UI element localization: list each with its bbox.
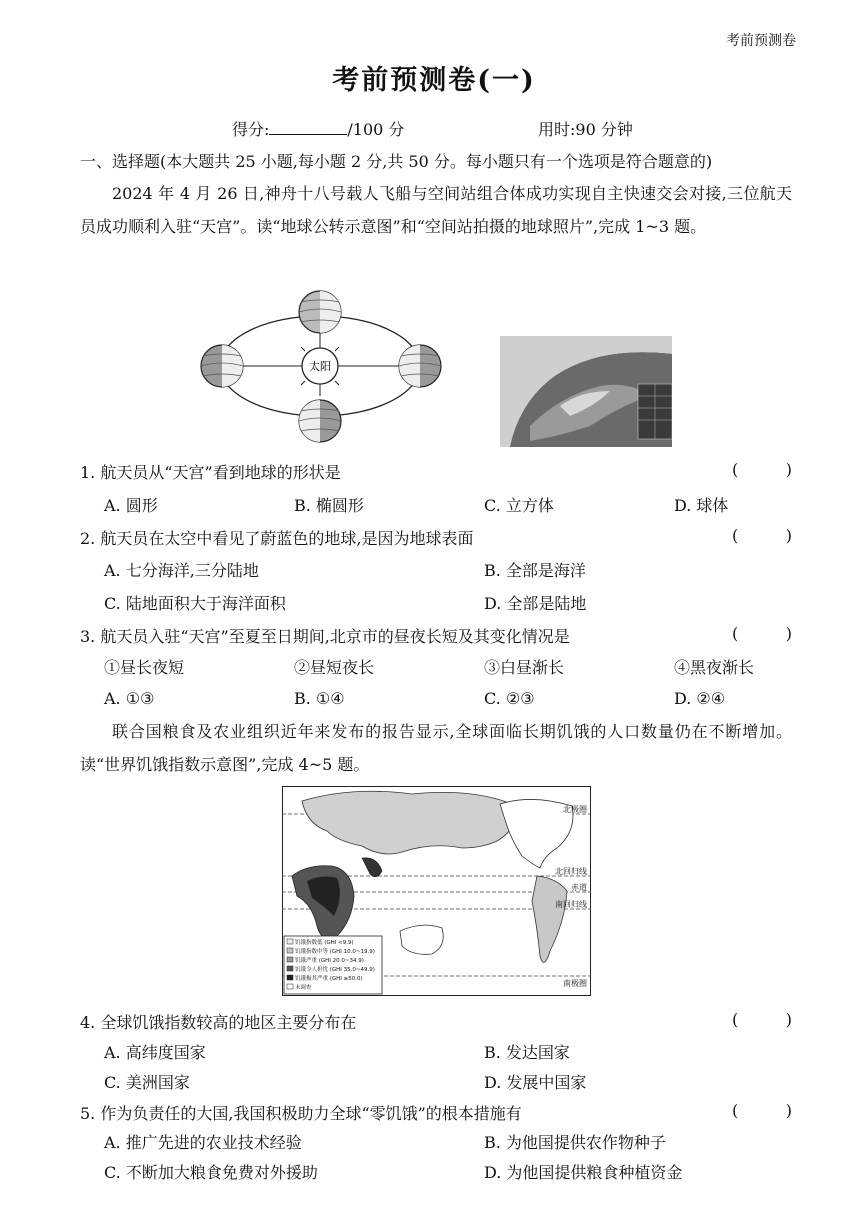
solar-panel [638, 384, 672, 439]
paren-close: ) [785, 624, 792, 643]
q1-options [104, 493, 792, 515]
option-c[interactable]: C. 立方体 [484, 496, 554, 515]
option-c[interactable]: C. ②③ [484, 689, 535, 708]
legend-item: 饥饿极其严重 (GHI ≥50.0) [295, 976, 363, 982]
legend-item: 饥饿严重 (GHI 20.0~34.9) [295, 958, 364, 964]
q4-options-row-1 [104, 1040, 792, 1062]
paren-open: ( [732, 624, 739, 643]
option-c[interactable]: C. 陆地面积大于海洋面积 [104, 594, 286, 613]
header-tag: 考前预测卷 [726, 33, 796, 49]
label-equator: 赤道 [571, 883, 587, 892]
paren-close: ) [785, 460, 792, 479]
statement-2: ②昼短夜长 [294, 658, 375, 677]
passage-1: 2024 年 4 月 26 日,神舟十八号载人飞船与空间站组合体成功实现自主快速交会对接,三位航天员成功顺利入驻“天宫”。读“地球公转示意图”和“空间站拍摄的地球照片”,完成 1~3 题。 [80, 184, 792, 236]
earth-globe-bottom [299, 400, 341, 442]
option-a[interactable]: A. 圆形 [104, 496, 158, 515]
passage-2: 联合国粮食及农业组织近年来发布的报告显示,全球面临长期饥饿的人口数量仍在不断增加。读“世界饥饿指数示意图”,完成 4~5 题。 [80, 722, 792, 774]
label-tropic-of-cancer: 北回归线 [555, 867, 587, 876]
option-b[interactable]: B. 全部是海洋 [484, 561, 586, 580]
statement-4: ④黑夜渐长 [674, 658, 755, 677]
option-a[interactable]: A. 高纬度国家 [104, 1043, 206, 1062]
q4-options-row-2 [104, 1070, 792, 1092]
option-a[interactable]: A. 七分海洋,三分陆地 [104, 561, 259, 580]
page-title: 考前预测卷(一) [332, 65, 536, 96]
option-d[interactable]: D. 发展中国家 [484, 1073, 587, 1092]
question-stem: 3. 航天员入驻“天宫”至夏至日期间,北京市的昼夜长短及其变化情况是 [80, 627, 570, 646]
statement-3: ③白昼渐长 [484, 658, 565, 677]
answer-blank[interactable] [732, 1010, 792, 1029]
legend-item: 未调查 [295, 985, 312, 991]
option-d[interactable]: D. 全部是陆地 [484, 594, 587, 613]
question-stem: 5. 作为负责任的大国,我国积极助力全球“零饥饿”的根本措施有 [80, 1104, 522, 1123]
question-stem: 2. 航天员在太空中看见了蔚蓝色的地球,是因为地球表面 [80, 529, 474, 548]
section-title: 一、选择题(本大题共 25 小题,每小题 2 分,共 50 分。每小题只有一个选项是符合题意的) [80, 152, 713, 171]
time-limit: 用时:90 分钟 [538, 120, 633, 139]
option-d[interactable]: D. 球体 [674, 496, 729, 515]
sun-label: 太阳 [309, 360, 331, 373]
paren-open: ( [732, 1101, 739, 1120]
option-d[interactable]: D. 为他国提供粮食种植资金 [484, 1163, 683, 1182]
legend-item: 饥饿令人担忧 (GHI 35.0~49.9) [295, 967, 375, 973]
statement-1: ①昼长夜短 [104, 658, 185, 677]
answer-blank[interactable] [732, 526, 792, 545]
question-4 [80, 1010, 792, 1033]
space-station-earth-photo [500, 336, 672, 447]
label-tropic-of-capricorn: 南回归线 [555, 900, 587, 909]
legend-item: 饥饿指数中等 (GHI 10.0~19.9) [295, 949, 375, 955]
q3-statements [104, 655, 792, 677]
map-legend [284, 936, 382, 994]
question-stem: 1. 航天员从“天宫”看到地球的形状是 [80, 463, 341, 482]
option-b[interactable]: B. 发达国家 [484, 1043, 570, 1062]
australia-landmass [400, 925, 443, 954]
score-total: /100 分 [347, 120, 405, 139]
world-hunger-index-map [282, 786, 591, 996]
answer-blank[interactable] [732, 1101, 792, 1120]
score-line [232, 117, 404, 140]
option-c[interactable]: C. 不断加大粮食免费对外援助 [104, 1163, 318, 1182]
question-stem: 4. 全球饥饿指数较高的地区主要分布在 [80, 1013, 357, 1032]
option-c[interactable]: C. 美洲国家 [104, 1073, 190, 1092]
score-blank [269, 120, 347, 135]
option-b[interactable]: B. ①④ [294, 689, 345, 708]
question-2 [80, 526, 792, 549]
question-5 [80, 1101, 792, 1124]
paren-close: ) [785, 1101, 792, 1120]
earth-globe-right [399, 345, 441, 387]
option-b[interactable]: B. 椭圆形 [294, 496, 364, 515]
earth-globe-top [299, 291, 341, 333]
q3-options [104, 689, 792, 711]
q5-options-row-2 [104, 1160, 792, 1182]
option-b[interactable]: B. 为他国提供农作物种子 [484, 1133, 666, 1152]
paren-close: ) [785, 526, 792, 545]
score-label: 得分: [232, 120, 270, 139]
question-1 [80, 460, 792, 483]
paren-open: ( [732, 526, 739, 545]
earth-globe-left [201, 345, 243, 387]
legend-item: 饥饿指数低 (GHI <9.9) [295, 940, 354, 946]
answer-blank[interactable] [732, 460, 792, 479]
question-3 [80, 624, 792, 647]
paren-close: ) [785, 1010, 792, 1029]
q2-options-row-1 [104, 558, 792, 580]
answer-blank[interactable] [732, 624, 792, 643]
label-arctic-circle: 北极圈 [563, 805, 587, 814]
option-a[interactable]: A. ①③ [104, 689, 155, 708]
option-d[interactable]: D. ②④ [674, 689, 726, 708]
option-a[interactable]: A. 推广先进的农业技术经验 [104, 1133, 302, 1152]
q2-options-row-2 [104, 591, 792, 613]
paren-open: ( [732, 1010, 739, 1029]
q5-options-row-1 [104, 1130, 792, 1152]
label-antarctic-circle: 南极圈 [563, 979, 587, 988]
paren-open: ( [732, 460, 739, 479]
earth-revolution-diagram [195, 286, 445, 446]
